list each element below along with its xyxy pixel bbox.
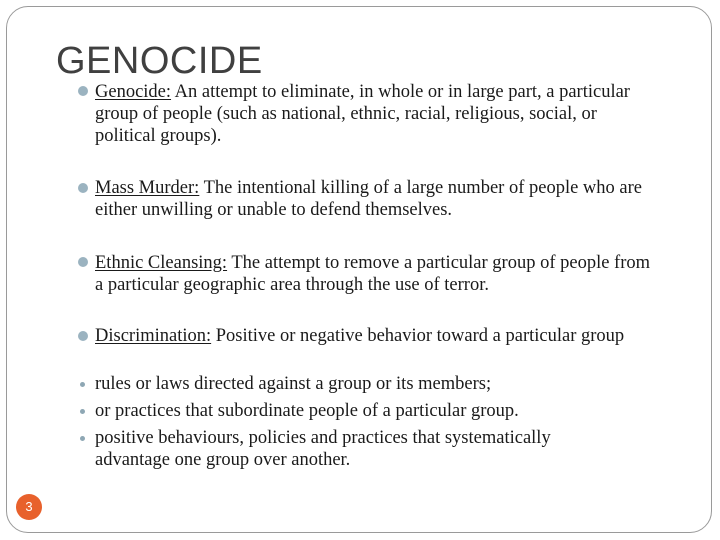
sub-bullet-icon bbox=[80, 409, 85, 414]
sub-point: rules or laws directed against a group or its members; bbox=[95, 374, 492, 394]
term-label: Discrimination: bbox=[95, 326, 212, 346]
definition-text: Positive or negative behavior toward a particular group bbox=[211, 326, 625, 346]
sub-point: positive behaviours, policies and practices that systematically advantage one group over another. bbox=[95, 428, 551, 470]
definition-ethnic-cleansing bbox=[95, 252, 655, 296]
sub-point: or practices that subordinate people of a particular group. bbox=[95, 401, 519, 421]
definition-text: The intentional killing of a large number of people who are either unwilling or unable to defend themselves. bbox=[95, 178, 642, 220]
bullet-icon bbox=[78, 86, 88, 96]
sub-bullet-icon bbox=[80, 382, 85, 387]
bullet-icon bbox=[78, 331, 88, 341]
slide-number-badge: 3 bbox=[16, 494, 42, 520]
bullet-icon bbox=[78, 183, 88, 193]
definition-genocide bbox=[95, 81, 655, 147]
definition-text: An attempt to eliminate, in whole or in large part, a particular group of people (such as national, ethnic, racial, religious, social, or political groups). bbox=[95, 82, 630, 146]
term-label: Ethnic Cleansing: bbox=[95, 253, 228, 273]
term-label: Genocide: bbox=[95, 82, 172, 102]
definition-mass-murder bbox=[95, 177, 655, 221]
bullet-icon bbox=[78, 257, 88, 267]
term-label: Mass Murder: bbox=[95, 178, 200, 198]
slide-title: GENOCIDE bbox=[56, 40, 263, 82]
definition-text: The attempt to remove a particular group of people from a particular geographic area through the use of terror. bbox=[95, 253, 651, 295]
definition-discrimination bbox=[95, 325, 655, 347]
sub-bullet-icon bbox=[80, 436, 85, 441]
